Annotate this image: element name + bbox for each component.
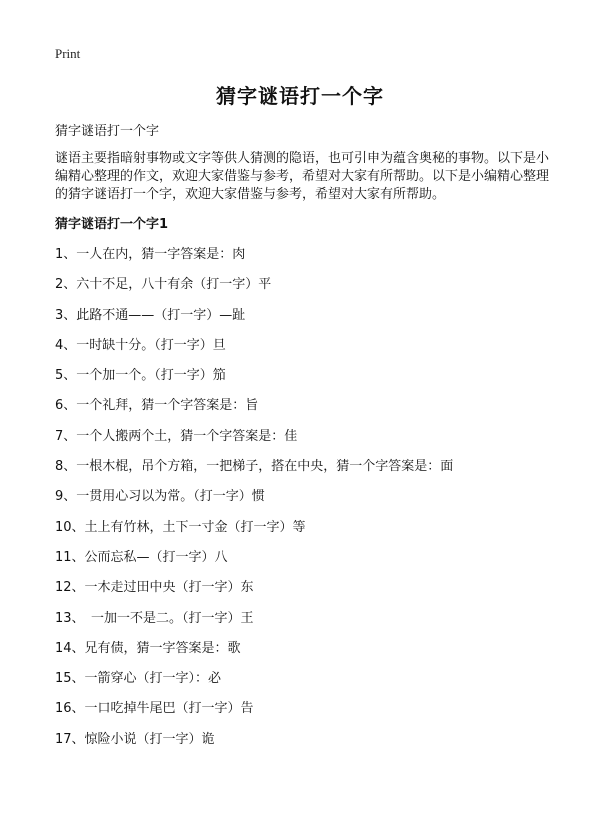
riddle-item: 4、一时缺十分。（打一字）旦 bbox=[55, 337, 226, 353]
riddle-item: 17、惊险小说（打一字）诡 bbox=[55, 731, 215, 747]
riddle-item: 11、公而忘私—（打一字）八 bbox=[55, 549, 228, 565]
riddle-item: 7、一个人搬两个土，猜一个字答案是：佳 bbox=[55, 428, 298, 444]
riddle-item: 9、一贯用心习以为常。（打一字）惯 bbox=[55, 489, 265, 505]
page-title: 猜字谜语打一个字 bbox=[216, 84, 384, 108]
intro-paragraph: 谜语主要指暗射事物或文字等供人猜测的隐语，也可引申为蕴含奥秘的事物。以下是小编精心整理的作文，欢迎大家借鉴与参考，希望对大家有所帮助。以下是小编精心整理的猜字谜语打一个字，欢迎大家借鉴与参考，希望对大家有所帮助。 bbox=[55, 151, 550, 202]
riddle-item: 15、一箭穿心（打一字）：必 bbox=[55, 671, 222, 687]
riddle-item: 16、一口吃掉牛尾巴（打一字）告 bbox=[55, 701, 254, 717]
riddle-item: 2、六十不足，八十有余（打一字）平 bbox=[55, 277, 272, 293]
section-heading: 猜字谜语打一个字1 bbox=[55, 217, 169, 232]
riddle-item: 6、一个礼拜，猜一个字答案是：旨 bbox=[55, 398, 259, 414]
riddle-item: 3、此路不通——（打一字）—趾 bbox=[55, 307, 246, 323]
riddle-item: 13、 一加一不是二。（打一字）王 bbox=[55, 610, 254, 626]
riddle-item: 5、一个加一个。（打一字）笳 bbox=[55, 368, 226, 384]
print-link[interactable]: Print bbox=[55, 46, 81, 61]
riddle-item: 14、兄有债，猜一字答案是：歌 bbox=[55, 640, 241, 656]
riddle-item: 10、土上有竹林，土下一寸金（打一字）等 bbox=[55, 519, 306, 535]
riddle-item: 12、一木走过田中央（打一字）东 bbox=[55, 580, 254, 596]
document-subtitle: 猜字谜语打一个字 bbox=[55, 124, 160, 139]
riddle-list bbox=[55, 247, 575, 762]
riddle-item: 8、一根木棍，吊个方箱，一把梯子，搭在中央，猜一个字答案是：面 bbox=[55, 459, 454, 475]
riddle-item: 1、一人在内，猜一字答案是：肉 bbox=[55, 247, 246, 262]
